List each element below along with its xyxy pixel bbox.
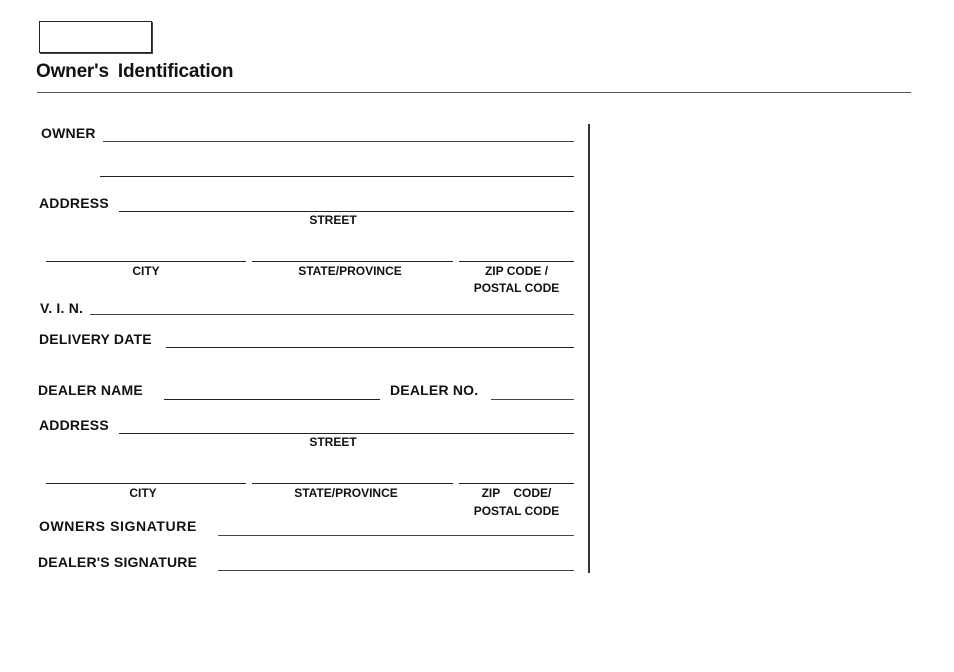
delivery-date-label: DELIVERY DATE [39,331,152,347]
dealer-state-field[interactable] [252,483,453,484]
owner-state-caption: STATE/PROVINCE [298,264,402,278]
vin-field[interactable] [90,314,574,315]
dealer-no-label: DEALER NO. [390,382,479,398]
owner-street-caption: STREET [309,213,357,227]
page-title: Owner's Identification [36,61,234,82]
owner-name-field-line2[interactable] [100,176,574,177]
owner-street-field[interactable] [119,211,574,212]
dealer-street-caption: STREET [309,435,357,449]
dealer-zip-caption-line2: POSTAL CODE [473,504,560,518]
owner-address-label: ADDRESS [39,195,109,211]
dealer-city-caption: CITY [129,486,157,500]
header-divider [37,92,911,93]
owners-signature-label: OWNERS SIGNATURE [39,518,197,534]
dealer-street-field[interactable] [119,433,574,434]
header-tab-box [39,21,152,53]
owner-zip-caption-line1: ZIP CODE / [484,264,549,278]
owner-city-caption: CITY [132,264,160,278]
delivery-date-field[interactable] [166,347,574,348]
owner-zip-field[interactable] [459,261,574,262]
dealer-address-label: ADDRESS [39,417,109,433]
dealer-name-label: DEALER NAME [38,382,143,398]
dealer-zip-field[interactable] [459,483,574,484]
owner-state-field[interactable] [252,261,453,262]
owner-label: OWNER [41,125,96,141]
dealer-name-field[interactable] [164,399,380,400]
dealer-no-field[interactable] [491,399,574,400]
owner-zip-caption-line2: POSTAL CODE [473,281,560,295]
dealer-state-caption: STATE/PROVINCE [294,486,398,500]
owner-city-field[interactable] [46,261,246,262]
dealers-signature-field[interactable] [218,570,574,571]
vin-label: V. I. N. [40,300,84,316]
form-right-border [588,124,590,573]
dealer-zip-caption-line1: ZIP CODE/ [481,486,552,500]
owners-signature-field[interactable] [218,535,574,536]
dealers-signature-label: DEALER'S SIGNATURE [38,554,198,570]
owner-name-field[interactable] [103,141,574,142]
dealer-city-field[interactable] [46,483,246,484]
